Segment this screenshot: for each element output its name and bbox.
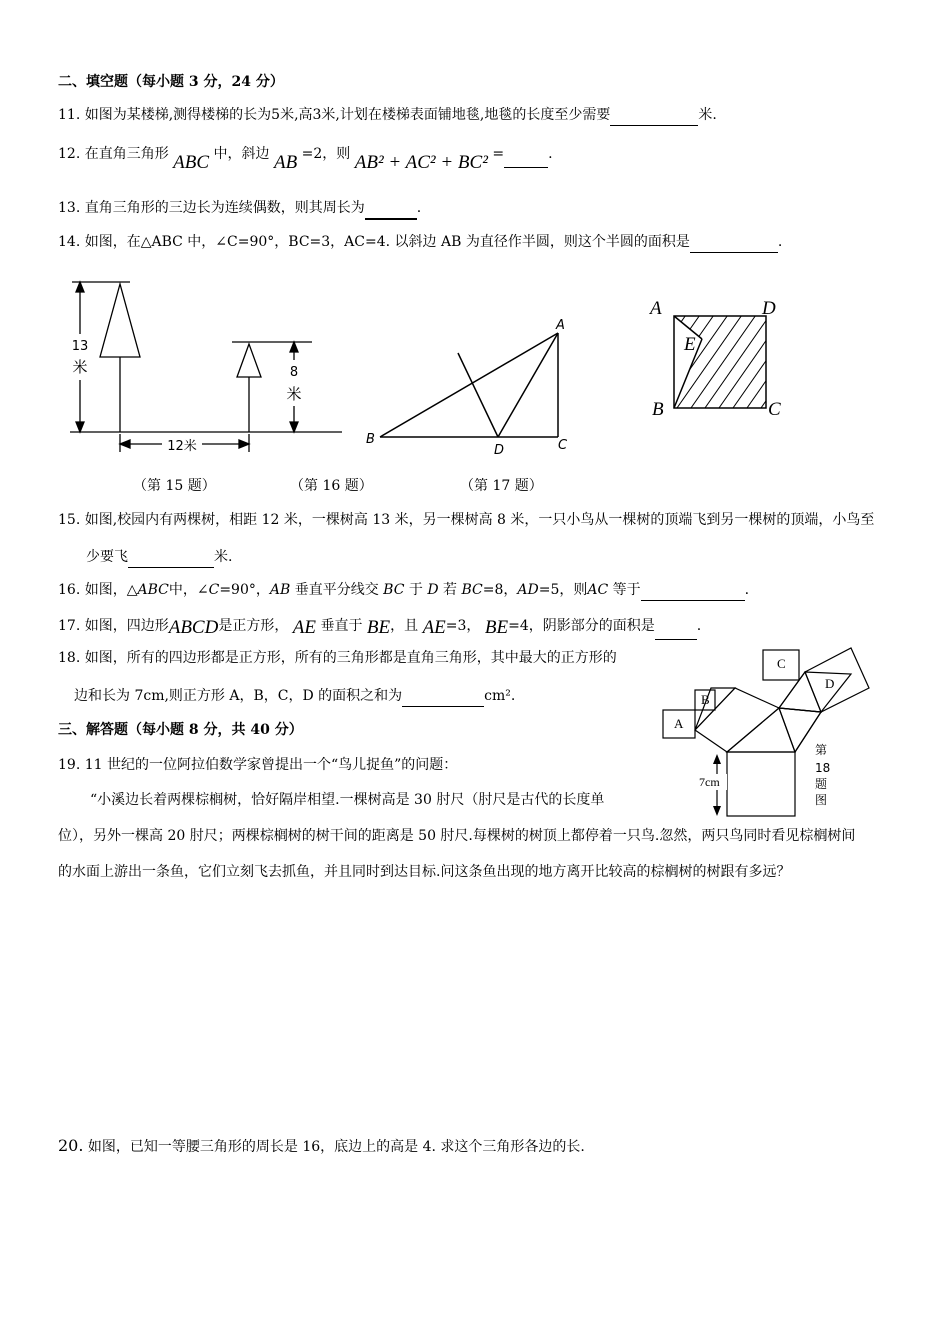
q12-mid: 中，斜边 xyxy=(213,146,270,162)
q16-j: 等于 xyxy=(612,582,641,598)
q16-h: =8， xyxy=(482,582,518,598)
hatch-7 xyxy=(684,292,772,418)
question-19-line-3: 位），另外一棵高 20 肘尺；两棵棕榈树的树干间的距离是 50 肘尺.每棵树的树顶上都停着一只鸟.忽然，两只鸟同时看见棕榈树间 xyxy=(58,828,856,844)
question-18-line-1: 18. 如图，所有的四边形都是正方形，所有的三角形都是直角三角形，其中最大的正方形的 xyxy=(58,650,617,666)
q12-prefix: 12. 在直角三角形 xyxy=(58,146,169,162)
q17-abcd: ABCD xyxy=(168,617,219,638)
q17-a: 17. 如图，四边形 xyxy=(58,618,169,634)
label-d: D xyxy=(825,676,835,691)
question-18-line-2 xyxy=(74,686,515,707)
q16-dd: D xyxy=(427,582,439,598)
label-8-unit: 米 xyxy=(286,385,302,403)
label-13-unit: 米 xyxy=(72,358,88,376)
question-14 xyxy=(58,232,782,253)
q11-unit: 米. xyxy=(698,107,717,123)
figure-square-abcd xyxy=(640,292,790,427)
question-15-line-1: 15. 如图,校园内有两棵树，相距 12 米，一棵树高 13 米，另一棵树高 8 米，一只小鸟从一棵树的顶端飞到另一棵树的顶端，小鸟至 xyxy=(58,512,875,528)
arrow-left-12 xyxy=(120,440,130,448)
question-11 xyxy=(58,105,717,126)
q17-d: ，且 xyxy=(390,618,419,634)
q17-be: BE xyxy=(366,617,391,638)
q14-end: . xyxy=(777,234,783,250)
q20-text: 如图，已知一等腰三角形的周长是 16，底边上的高是 4. 求这个三角形各边的长. xyxy=(83,1139,585,1155)
q15-blank xyxy=(128,547,214,568)
q16-e: 垂直平分线交 xyxy=(294,582,379,598)
question-12 xyxy=(58,140,553,173)
q16-bc2: BC xyxy=(461,582,483,598)
arrow-down-8 xyxy=(290,422,298,432)
label-b: B xyxy=(701,692,710,707)
q18-line2b: cm². xyxy=(484,688,516,704)
q16-d: =90°， xyxy=(219,582,270,598)
square-d xyxy=(805,648,869,712)
q17-ae: AE xyxy=(292,617,316,638)
vertical-caption-4: 图 xyxy=(815,793,828,807)
side-ab xyxy=(380,333,558,437)
label-7cm: 7cm xyxy=(699,775,720,789)
q15-line2b: 米. xyxy=(214,549,233,565)
q12-abc: ABC xyxy=(173,152,210,173)
label-c: C xyxy=(777,656,786,671)
q17-end: . xyxy=(696,618,702,634)
section-3-title: 三、解答题（每小题 8 分，共 40 分） xyxy=(58,722,303,738)
q12-blank xyxy=(504,141,548,168)
q12-end: . xyxy=(548,146,553,162)
q17-ae2: AE xyxy=(422,617,446,638)
segment-ad xyxy=(498,333,558,437)
q17-c: 垂直于 xyxy=(320,618,363,634)
figure-15-16 xyxy=(62,272,352,462)
square-label-a: A xyxy=(650,298,662,319)
figure-17-triangle xyxy=(360,305,580,460)
vertex-d: D xyxy=(494,443,505,458)
question-19-line-2: “小溪边长着两棵棕榈树，恰好隔岸相望.一棵树高是 30 肘尺（肘尺是古代的长度单 xyxy=(90,792,605,808)
question-19-line-1: 19. 11 世纪的一位阿拉伯数学家曾提出一个“鸟儿捉鱼”的问题： xyxy=(58,757,458,773)
q16-c: C xyxy=(208,582,220,598)
q16-b: 中，∠ xyxy=(168,582,209,598)
vertical-caption-1: 第 xyxy=(815,743,828,757)
q17-b: 是正方形， xyxy=(218,618,289,634)
arrow-up-13 xyxy=(76,282,84,292)
q17-e: =3， xyxy=(445,618,481,634)
square-label-e: E xyxy=(684,334,696,355)
arrow-right-12 xyxy=(239,440,249,448)
q16-ab: AB xyxy=(269,582,291,598)
vertex-c: C xyxy=(558,438,568,453)
arrow-down-13 xyxy=(76,422,84,432)
q16-end: . xyxy=(744,582,750,598)
square-label-c: C xyxy=(768,399,781,420)
label-a: A xyxy=(674,716,684,731)
caption-17: （第 17 题） xyxy=(460,478,543,494)
q16-bc: BC xyxy=(383,582,405,598)
question-17 xyxy=(58,612,701,640)
q16-i: =5，则 xyxy=(538,582,588,598)
q18-blank xyxy=(402,686,484,707)
square-outline xyxy=(674,316,766,408)
section-2-title: 二、填空题（每小题 3 分，24 分） xyxy=(58,74,284,90)
q13-end: . xyxy=(416,200,422,216)
largest-square xyxy=(727,752,795,816)
large-right-triangle xyxy=(727,708,795,752)
vertical-caption-3: 题 xyxy=(815,777,828,791)
question-20 xyxy=(58,1136,585,1157)
question-16 xyxy=(58,580,749,601)
q16-f: 于 xyxy=(408,582,423,598)
q13-blank xyxy=(365,198,417,220)
label-8: 8 xyxy=(289,365,299,380)
caption-16: （第 16 题） xyxy=(290,478,373,494)
arrow-up-7cm xyxy=(713,754,721,764)
vertex-a: A xyxy=(556,318,565,333)
figure-18 xyxy=(655,638,885,823)
q17-f: =4，阴影部分的面积是 xyxy=(508,618,655,634)
short-tree-crown xyxy=(237,344,261,377)
hatch-5 xyxy=(660,292,744,412)
q12-expr: AB² + AC² + BC² xyxy=(354,152,488,173)
right-upper-square xyxy=(779,672,851,712)
q12-eq2: =2，则 xyxy=(301,146,351,162)
q11-blank xyxy=(610,105,698,126)
vertex-b: B xyxy=(366,432,375,447)
square-label-b: B xyxy=(652,399,664,420)
q16-ac: AC xyxy=(587,582,609,598)
caption-15: （第 15 题） xyxy=(133,478,216,494)
q17-be2: BE xyxy=(484,617,509,638)
q11-text: 11. 如图为某楼梯,测得楼梯的长为5米,高3米,计划在楼梯表面铺地毯,地毯的长度至少需要 xyxy=(58,107,611,123)
square-label-d: D xyxy=(762,298,776,319)
q13-text: 13. 直角三角形的三边长为连续偶数，则其周长为 xyxy=(58,200,365,216)
hatch-6 xyxy=(670,292,758,418)
vertical-caption-2: 18 xyxy=(815,761,831,775)
q16-g: 若 xyxy=(443,582,458,598)
question-15-line-2 xyxy=(86,547,232,568)
upper-small-triangle xyxy=(779,672,821,712)
q14-text: 14. 如图，在△ABC 中，∠C=90°，BC=3，AC=4. 以斜边 AB 为直径作半圆，则这个半圆的面积是 xyxy=(58,234,690,250)
label-13: 13 xyxy=(71,339,89,354)
hatch-3 xyxy=(660,292,716,372)
q18-line2a: 边和长为 7cm,则正方形 A，B，C，D 的面积之和为 xyxy=(74,688,403,704)
q20-number: 20. xyxy=(58,1136,84,1155)
q12-eq: = xyxy=(492,146,505,162)
question-13 xyxy=(58,198,421,220)
perpendicular-bisector xyxy=(458,353,498,437)
tall-tree-crown xyxy=(100,284,140,357)
q16-ad: AD xyxy=(517,582,539,598)
q16-blank xyxy=(641,580,745,601)
q17-blank xyxy=(655,613,697,640)
q16-a: 16. 如图，△ xyxy=(58,582,138,598)
arrow-down-7cm xyxy=(713,806,721,816)
label-12: 12米 xyxy=(167,439,197,454)
q15-line2a: 少要飞 xyxy=(86,549,128,565)
question-19-line-4: 的水面上游出一条鱼，它们立刻飞去抓鱼，并且同时到达目标.问这条鱼出现的地方离开比较高的棕榈树的树跟有多远？ xyxy=(58,864,791,880)
q12-ab: AB xyxy=(273,152,298,173)
arrow-up-8 xyxy=(290,342,298,352)
q14-blank xyxy=(690,232,778,253)
q16-abc: ABC xyxy=(137,582,169,598)
